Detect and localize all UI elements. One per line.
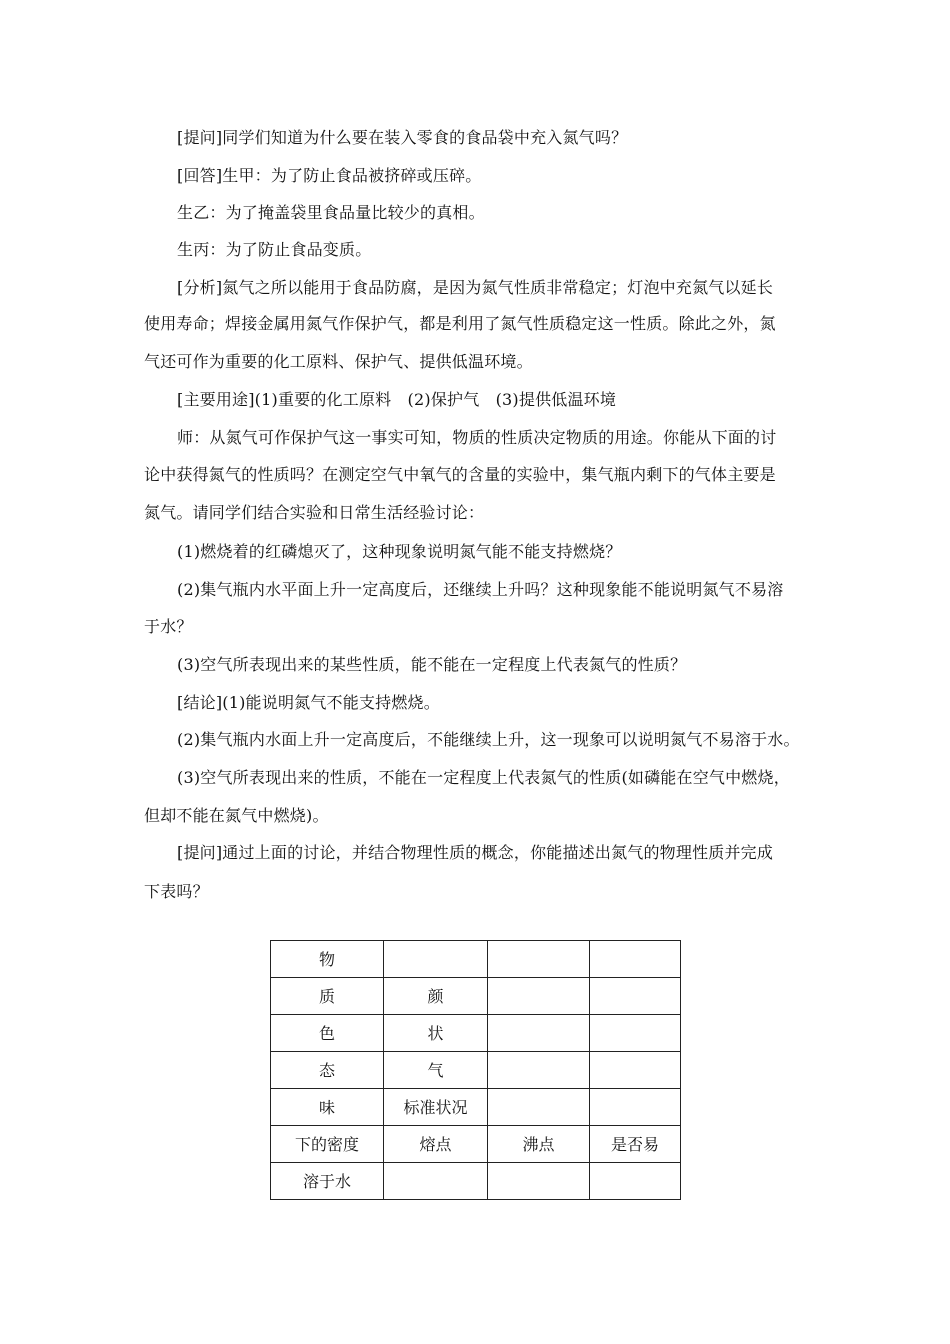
table-cell: 味 — [271, 1089, 384, 1126]
table-cell: 下的密度 — [271, 1126, 384, 1163]
final-question-line-2: 下表吗？ — [144, 882, 209, 901]
discussion-q1: (1)燃烧着的红磷熄灭了，这种现象说明氮气能不能支持燃烧？ — [177, 542, 622, 561]
table-cell — [488, 1052, 590, 1089]
table-cell — [384, 941, 488, 978]
conclusion-2: (2)集气瓶内水面上升一定高度后，不能继续上升，这一现象可以说明氮气不易溶于水。 — [177, 730, 800, 749]
table-cell: 熔点 — [384, 1126, 488, 1163]
conclusion-3-line-1: (3)空气所表现出来的性质，不能在一定程度上代表氮气的性质(如磷能在空气中燃烧， — [177, 768, 790, 787]
table-cell: 溶于水 — [271, 1163, 384, 1200]
discussion-q2-line-2: 于水？ — [144, 617, 193, 636]
analysis-line-1: [分析]氮气之所以能用于食品防腐，是因为氮气性质非常稳定；灯泡中充氮气以延长 — [177, 278, 774, 297]
teacher-line-1: 师：从氮气可作保护气这一事实可知，物质的性质决定物质的用途。你能从下面的讨 — [177, 428, 777, 447]
answer-student-c: 生丙：为了防止食品变质。 — [177, 240, 372, 259]
table-cell: 物 — [271, 941, 384, 978]
table-row — [271, 1015, 681, 1052]
discussion-q2-line-1: (2)集气瓶内水平面上升一定高度后，还继续上升吗？这种现象能不能说明氮气不易溶 — [177, 580, 784, 599]
main-uses: [主要用途](1)重要的化工原料 (2)保护气 (3)提供低温环境 — [177, 390, 617, 409]
table-cell — [590, 1089, 681, 1126]
nitrogen-properties-table — [270, 940, 681, 1200]
table-cell — [590, 1163, 681, 1200]
teacher-line-3: 氮气。请同学们结合实验和日常生活经验讨论： — [144, 503, 485, 522]
analysis-line-2: 使用寿命；焊接金属用氮气作保护气，都是利用了氮气性质稳定这一性质。除此之外，氮 — [144, 314, 776, 333]
answer-paragraph: [回答]生甲：为了防止食品被挤碎或压碎。 — [177, 166, 482, 185]
conclusion-3-line-2: 但却不能在氮气中燃烧)。 — [144, 806, 329, 825]
table-row — [271, 941, 681, 978]
table-cell — [590, 1015, 681, 1052]
analysis-line-3: 气还可作为重要的化工原料、保护气、提供低温环境。 — [144, 352, 533, 371]
table-cell — [384, 1163, 488, 1200]
final-question-line-1: [提问]通过上面的讨论，并结合物理性质的概念，你能描述出氮气的物理性质并完成 — [177, 843, 774, 862]
table-row — [271, 1089, 681, 1126]
table-cell: 颜 — [384, 978, 488, 1015]
table-cell: 质 — [271, 978, 384, 1015]
table-cell — [488, 978, 590, 1015]
table-cell: 气 — [384, 1052, 488, 1089]
question-paragraph: [提问]同学们知道为什么要在装入零食的食品袋中充入氮气吗？ — [177, 128, 628, 147]
table-cell — [488, 1163, 590, 1200]
table-cell — [488, 1015, 590, 1052]
conclusion-1: [结论](1)能说明氮气不能支持燃烧。 — [177, 693, 440, 712]
table-row — [271, 1163, 681, 1200]
table-cell: 是否易 — [590, 1126, 681, 1163]
table-row — [271, 1126, 681, 1163]
table-cell: 态 — [271, 1052, 384, 1089]
answer-student-b: 生乙：为了掩盖袋里食品量比较少的真相。 — [177, 203, 485, 222]
table-cell — [590, 1052, 681, 1089]
teacher-line-2: 论中获得氮气的性质吗？在测定空气中氧气的含量的实验中，集气瓶内剩下的气体主要是 — [144, 465, 776, 484]
table-cell — [590, 941, 681, 978]
table-cell: 色 — [271, 1015, 384, 1052]
table-cell: 标准状况 — [384, 1089, 488, 1126]
table-cell — [488, 941, 590, 978]
table-cell — [590, 978, 681, 1015]
table-row — [271, 1052, 681, 1089]
discussion-q3: (3)空气所表现出来的某些性质，能不能在一定程度上代表氮气的性质？ — [177, 655, 687, 674]
table-cell: 状 — [384, 1015, 488, 1052]
table-cell: 沸点 — [488, 1126, 590, 1163]
table-row — [271, 978, 681, 1015]
table-cell — [488, 1089, 590, 1126]
